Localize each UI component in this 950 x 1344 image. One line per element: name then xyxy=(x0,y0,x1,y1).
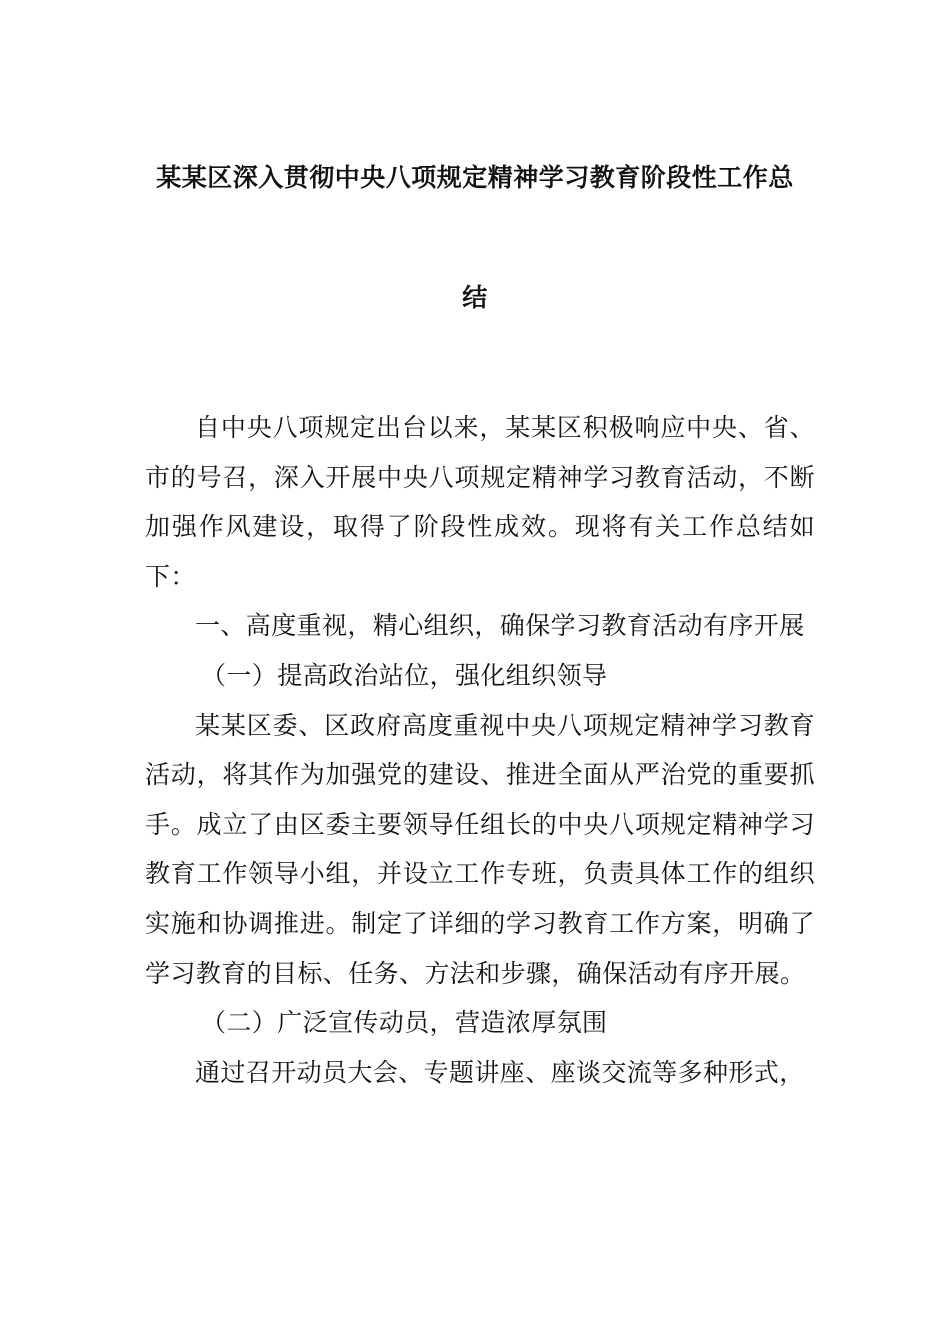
intro-paragraph: 自中央八项规定出台以来，某某区积极响应中央、省、市的号召，深入开展中央八项规定精神学习教育活动，不断加强作风建设，取得了阶段性成效。现将有关工作总结如下： xyxy=(145,413,815,591)
subsection-heading-1: （一）提高政治站位，强化组织领导 xyxy=(201,660,608,690)
subsection-heading-2: （二）广泛宣传动员，营造浓厚氛围 xyxy=(201,1008,608,1038)
body-paragraph-1: 某某区委、区政府高度重视中央八项规定精神学习教育活动，将其作为加强党的建设、推进全面从严治党的重要抓手。成立了由区委主要领导任组长的中央八项规定精神学习教育工作领导小组，并设立工作专班，负责具体工作的组织实施和协调推进。制定了详细的学习教育工作方案，明确了学习教育的目标、任务、方法和步骤，确保活动有序开展。 xyxy=(145,710,815,988)
body-paragraph-2: 通过召开动员大会、专题讲座、座谈交流等多种形式， xyxy=(195,1057,805,1087)
section-heading-1: 一、高度重视，精心组织，确保学习教育活动有序开展 xyxy=(195,611,805,641)
document-title-line-1: 某某区深入贯彻中央八项规定精神学习教育阶段性工作总 xyxy=(156,163,794,192)
document-title-line-2: 结 xyxy=(462,283,488,312)
document-body xyxy=(145,403,815,1097)
